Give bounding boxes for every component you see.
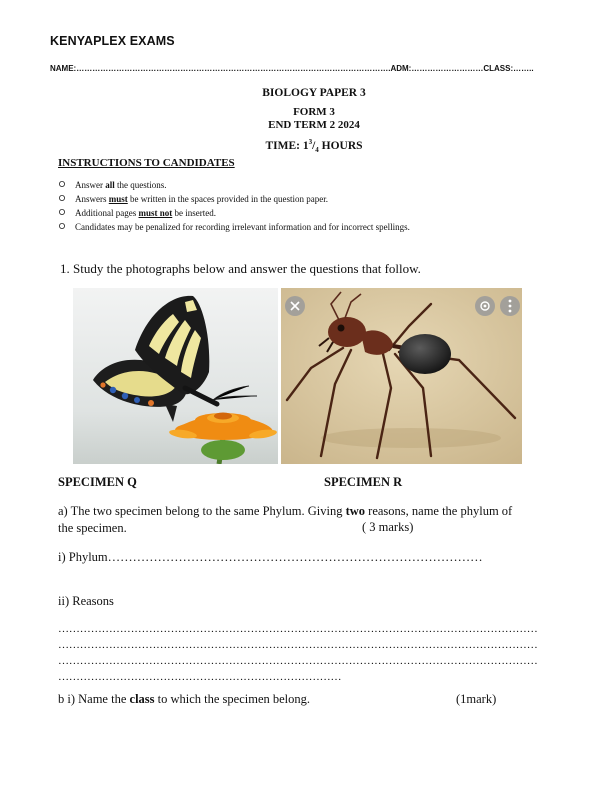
instruction-item: Additional pages must not be inserted.: [58, 206, 410, 220]
circle-bullet-icon: [58, 180, 66, 188]
part-a-marks: ( 3 marks): [362, 520, 414, 534]
brand-title: KENYAPLEX EXAMS: [50, 34, 175, 48]
reasons-answer-line[interactable]: ……………………………………………………………………: [58, 671, 342, 683]
reasons-answer-line[interactable]: ……………………………………………………………………………………………………………………: [58, 623, 538, 635]
term-title: END TERM 2 2024: [268, 119, 360, 131]
instruction-item: Candidates may be penalized for recording irrelevant information and for incorrect spellings.: [58, 220, 410, 234]
instructions-list: [58, 178, 410, 234]
reasons-answer-line[interactable]: ……………………………………………………………………………………………………………………: [58, 639, 538, 651]
instruction-item: Answer all the questions.: [58, 178, 410, 192]
reasons-label: ii) Reasons: [58, 594, 114, 608]
circle-bullet-icon: [58, 208, 66, 216]
ant-photo: [281, 288, 522, 464]
part-b-question: b i) Name the class to which the specimen belong.: [58, 692, 311, 706]
subject-title: BIOLOGY PAPER 3: [262, 87, 366, 99]
form-title: FORM 3: [293, 106, 335, 118]
time-allowed: TIME: $1^3/_4$ HOURS: [265, 138, 363, 155]
part-b-marks: (1mark): [456, 692, 497, 706]
phylum-answer-line[interactable]: i) Phylum………………………………………………………………………………: [58, 550, 483, 564]
circle-bullet-icon: [58, 222, 66, 230]
part-a-question-continued: the specimen.: [58, 521, 127, 535]
instructions-heading: INSTRUCTIONS TO CANDIDATES: [58, 157, 235, 169]
lens-icon[interactable]: [475, 296, 495, 316]
close-icon[interactable]: [285, 296, 305, 316]
reasons-answer-line[interactable]: ……………………………………………………………………………………………………………………: [58, 655, 538, 667]
question-1-stem: 1. Study the photographs below and answer the questions that follow.: [60, 261, 421, 276]
circle-bullet-icon: [58, 194, 66, 202]
name-adm-class-line: NAME:……………………………………………………………………………………………………….ADM:………………………CLASS:……..: [50, 64, 534, 73]
specimen-q-label: SPECIMEN Q: [58, 475, 137, 489]
butterfly-photo: [73, 288, 278, 464]
more-icon[interactable]: [500, 296, 520, 316]
instruction-item: Answers must be written in the spaces provided in the question paper.: [58, 192, 410, 206]
part-a-question: a) The two specimen belong to the same Phylum. Giving two reasons, name the phylum of: [58, 504, 513, 518]
specimen-r-label: SPECIMEN R: [324, 475, 403, 489]
